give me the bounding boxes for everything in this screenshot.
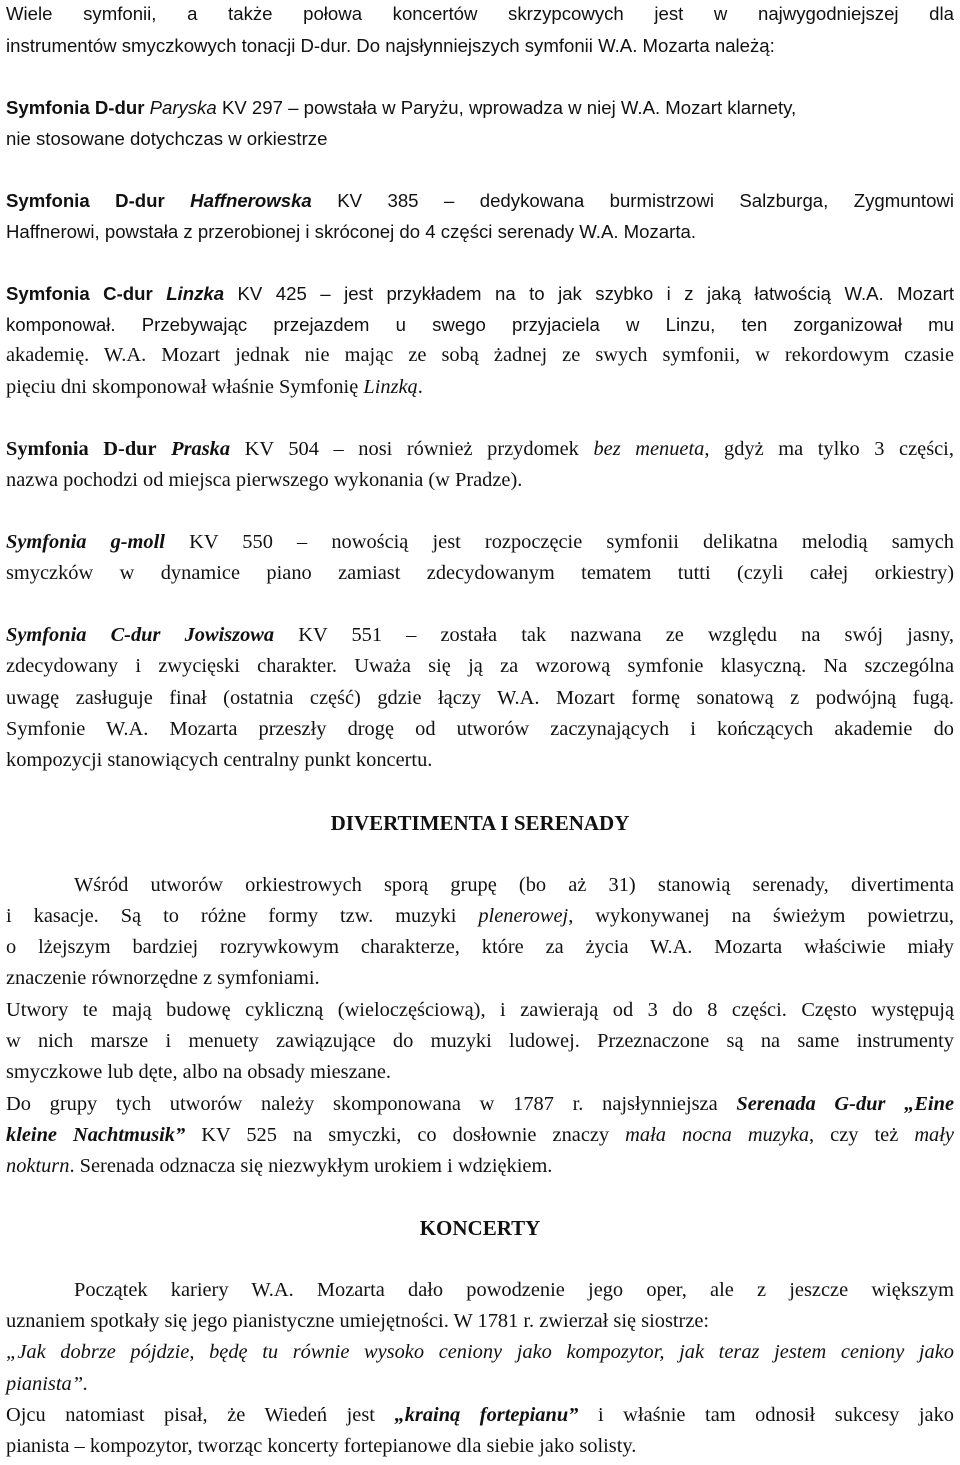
koncerty-line-5 (6, 1403, 954, 1427)
praska-title: Praska (171, 438, 231, 460)
divertimenta-line-2-text: i kasacje. Są to różne formy tzw. muzyki (6, 905, 457, 927)
jowisz-line-4: Symfonie W.A. Mozarta przeszły drogę od utworów zaczynających i kończących akademie do (6, 718, 954, 740)
praska-line-2: nazwa pochodzi od miejsca pierwszego wykonania (w Pradze). (6, 469, 523, 491)
jowisz-line-1 (6, 623, 954, 647)
haffner-line-2: Haffnerowi, powstała z przerobionej i skróconej do 4 części serenady W.A. Mozarta. (6, 221, 697, 242)
koncerty-line-5-text: Ojcu natomiast pisał, że Wiedeń jest (6, 1404, 375, 1426)
haffner-title: Haffnerowska (190, 190, 312, 211)
jowisz-title: Symfonia C-dur (6, 624, 161, 646)
koncerty-quote-line-2: pianista”. (6, 1373, 89, 1395)
divertimenta-line-9-text: KV 525 na smyczki, co dosłownie znaczy (201, 1124, 610, 1146)
gmoll-line-2: smyczków w dynamice piano zamiast zdecydowanym tematem tutti (czyli całej orkiestry) (6, 562, 954, 584)
divertimenta-plenerowej: plenerowej (478, 905, 569, 927)
praska-bez-menueta: bez menueta (593, 438, 705, 460)
praska-text-2: , gdyż ma tylko 3 części, (704, 438, 954, 460)
jowisz-line-3: uwagę zasługuje finał (ostatnia część) gdzie łączy W.A. Mozart formę sonatową z podwójną fugą. (6, 687, 954, 709)
koncerty-heading: KONCERTY (419, 1216, 541, 1240)
gmoll-text: KV 550 – nowością jest rozpoczęcie symfonii delikatna melodią samych (189, 531, 954, 553)
haffner-text: KV 385 – dedykowana burmistrzowi Salzburga, Zygmuntowi (337, 190, 954, 211)
divertimenta-heading: DIVERTIMENTA I SERENADY (330, 811, 630, 835)
divertimenta-line-8 (6, 1092, 954, 1116)
koncerty-quote-line-1: „Jak dobrze pójdzie, będę tu równie wysoko ceniony jako kompozytor, jak teraz jestem ceniony jako (6, 1341, 954, 1363)
maly: mały (914, 1124, 954, 1146)
jowisz-title-2: Jowiszowa (184, 624, 275, 646)
koncerty-line-1: Początek kariery W.A. Mozarta dało powodzenie jego oper, ale z jeszcze większym (74, 1279, 954, 1301)
paryska-line-1 (6, 96, 954, 120)
intro-line-1: Wiele symfonii, a także połowa koncertów skrzypcowych jest w najwygodniejszej dla (6, 3, 954, 24)
jowisz-text: KV 551 – została tak nazwana ze względu na swój jasny, (298, 624, 954, 646)
praska-line-1 (6, 437, 954, 461)
divertimenta-line-6: w nich marsze i menuety zawiązujące do muzyki ludowej. Przeznaczone są na same instrumenty (6, 1030, 954, 1052)
gmoll-title: Symfonia g-moll (6, 531, 165, 553)
praska-text: KV 504 – nosi również przydomek (244, 438, 579, 460)
divertimenta-line-2-rest: , wykonywanej na świeżym powietrzu, (568, 905, 954, 927)
linzka-line-3: akademię. W.A. Mozart jednak nie mając ze sobą żadnej ze swych symfonii, w rekordowym czasie (6, 344, 954, 366)
divertimenta-line-9-rest: , czy też (809, 1124, 899, 1146)
divertimenta-line-2 (6, 904, 954, 928)
haffner-line-1 (6, 189, 954, 213)
linzka-line-4-text: pięciu dni skomponował właśnie Symfonię (6, 376, 359, 398)
divertimenta-line-5: Utwory te mają budowę cykliczną (wieloczęściową), i zawierają od 3 do 8 części. Często występują (6, 999, 954, 1021)
divertimenta-line-10 (6, 1154, 954, 1178)
linzka-label: Symfonia C-dur (6, 283, 153, 304)
paryska-title: Paryska (149, 97, 217, 118)
jowisz-line-5: kompozycji stanowiących centralny punkt koncertu. (6, 749, 433, 771)
koncerty-line-6: pianista – kompozytor, tworząc koncerty fortepianowe dla siebie jako solisty. (6, 1435, 637, 1457)
linzka-line-1 (6, 282, 954, 306)
jowisz-line-2: zdecydowany i zwycięski charakter. Uważa się ją za wzorową symfonie klasyczną. Na szczególna (6, 655, 954, 677)
nokturn: nokturn (6, 1155, 70, 1177)
linzka-line-4-italic: Linzką (363, 376, 418, 398)
gmoll-line-1 (6, 530, 954, 554)
kraina-fortepianu: „krainą fortepianu” (394, 1404, 579, 1426)
serenada-title: Serenada G-dur „Eine (736, 1093, 954, 1115)
paryska-label: Symfonia D-dur (6, 97, 145, 118)
divertimenta-line-4: znaczenie równorzędne z symfoniami. (6, 967, 320, 989)
paryska-line-2: nie stosowane dotychczas w orkiestrze (6, 128, 328, 149)
nachtmusik-title: kleine Nachtmusik” (6, 1124, 186, 1146)
praska-label: Symfonia D-dur (6, 438, 157, 460)
linzka-line-2: komponował. Przebywając przejazdem u swego przyjaciela w Linzu, ten zorganizował mu (6, 314, 954, 335)
haffner-label: Symfonia D-dur (6, 190, 165, 211)
linzka-text: KV 425 – jest przykładem na to jak szybko i z jaką łatwością W.A. Mozart (237, 283, 954, 304)
divertimenta-line-9 (6, 1123, 954, 1147)
divertimenta-line-7: smyczkowe lub dęte, albo na obsady mieszane. (6, 1061, 392, 1083)
linzka-title: Linzka (166, 283, 225, 304)
divertimenta-line-8-text: Do grupy tych utworów należy skomponowana w 1787 r. najsłynniejsza (6, 1093, 718, 1115)
divertimenta-line-3: o lżejszym bardziej rozrywkowym charakterze, które za życia W.A. Mozarta właściwie miały (6, 936, 954, 958)
koncerty-line-5-rest: i właśnie tam odnosił sukcesy jako (597, 1404, 954, 1426)
divertimenta-line-1: Wśród utworów orkiestrowych sporą grupę (bo aż 31) stanowią serenady, divertimenta (74, 874, 954, 896)
divertimenta-line-10-text: . Serenada odznacza się niezwykłym urokiem i wdziękiem. (69, 1155, 553, 1177)
intro-line-2: instrumentów smyczkowych tonacji D-dur. Do najsłynniejszych symfonii W.A. Mozarta należą: (6, 35, 775, 56)
mala-nocna-muzyka: mała nocna muzyka (625, 1124, 810, 1146)
paryska-text: KV 297 – powstała w Paryżu, wprowadza w niej W.A. Mozart klarnety, (221, 97, 797, 118)
linzka-line-4-dot: . (417, 376, 423, 398)
linzka-line-4 (6, 375, 954, 399)
koncerty-line-2: uznaniem spotkały się jego pianistyczne umiejętności. W 1781 r. zwierzał się siostrze: (6, 1310, 710, 1332)
